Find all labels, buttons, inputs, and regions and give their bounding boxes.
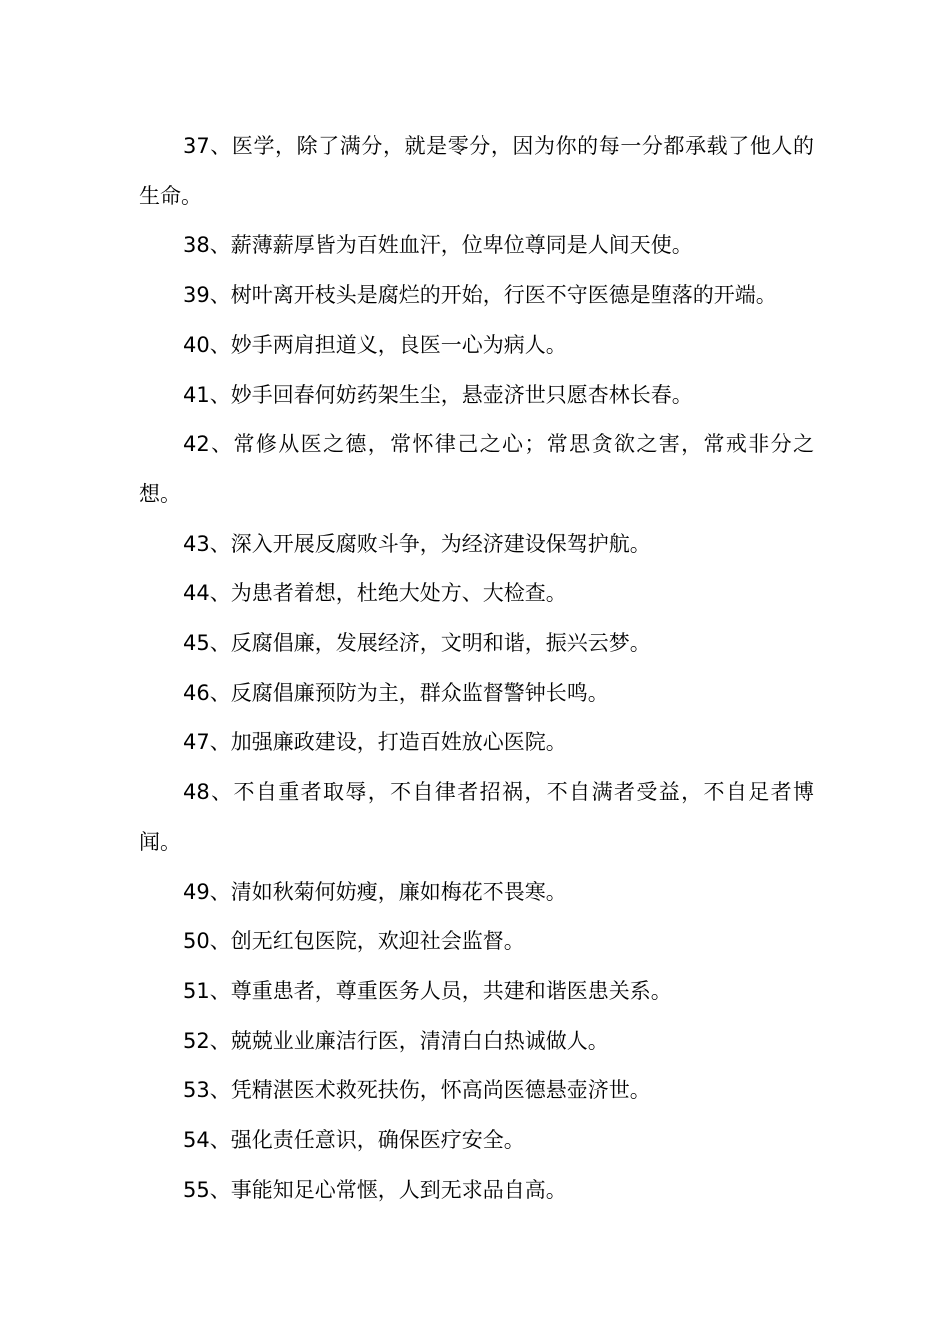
paragraph-52: 52、兢兢业业廉洁行医，清清白白热诚做人。 — [183, 1028, 609, 1053]
paragraph-37: 37、医学，除了满分，就是零分，因为你的每一分都承载了他人的生命。 — [139, 134, 814, 208]
paragraph-54: 54、强化责任意识，确保医疗安全。 — [183, 1128, 525, 1153]
paragraph-38: 38、薪薄薪厚皆为百姓血汗，位卑位尊同是人间天使。 — [183, 233, 693, 258]
paragraph-50: 50、创无红包医院，欢迎社会监督。 — [183, 929, 525, 954]
document-body — [139, 122, 814, 1215]
paragraph-40: 40、妙手两肩担道义，良医一心为病人。 — [183, 332, 567, 357]
paragraph-45: 45、反腐倡廉，发展经济，文明和谐，振兴云梦。 — [183, 631, 651, 656]
paragraph-49: 49、清如秋菊何妨瘦，廉如梅花不畏寒。 — [183, 879, 567, 904]
paragraph-51: 51、尊重患者，尊重医务人员，共建和谐医患关系。 — [183, 978, 672, 1003]
paragraph-53: 53、凭精湛医术救死扶伤，怀高尚医德悬壶济世。 — [183, 1078, 651, 1103]
paragraph-47: 47、加强廉政建设，打造百姓放心医院。 — [183, 730, 567, 755]
paragraph-39: 39、树叶离开枝头是腐烂的开始，行医不守医德是堕落的开端。 — [183, 283, 777, 308]
paragraph-55: 55、事能知足心常惬，人到无求品自高。 — [183, 1177, 567, 1202]
paragraph-44: 44、为患者着想，杜绝大处方、大检查。 — [183, 581, 567, 606]
paragraph-41: 41、妙手回春何妨药架生尘，悬壶济世只愿杏林长春。 — [183, 382, 693, 407]
paragraph-43: 43、深入开展反腐败斗争，为经济建设保驾护航。 — [183, 531, 651, 556]
paragraph-42: 42、常修从医之德，常怀律己之心；常思贪欲之害，常戒非分之想。 — [139, 432, 814, 506]
paragraph-48: 48、不自重者取辱，不自律者招祸，不自满者受益，不自足者博闻。 — [139, 780, 814, 854]
paragraph-46: 46、反腐倡廉预防为主，群众监督警钟长鸣。 — [183, 680, 609, 705]
